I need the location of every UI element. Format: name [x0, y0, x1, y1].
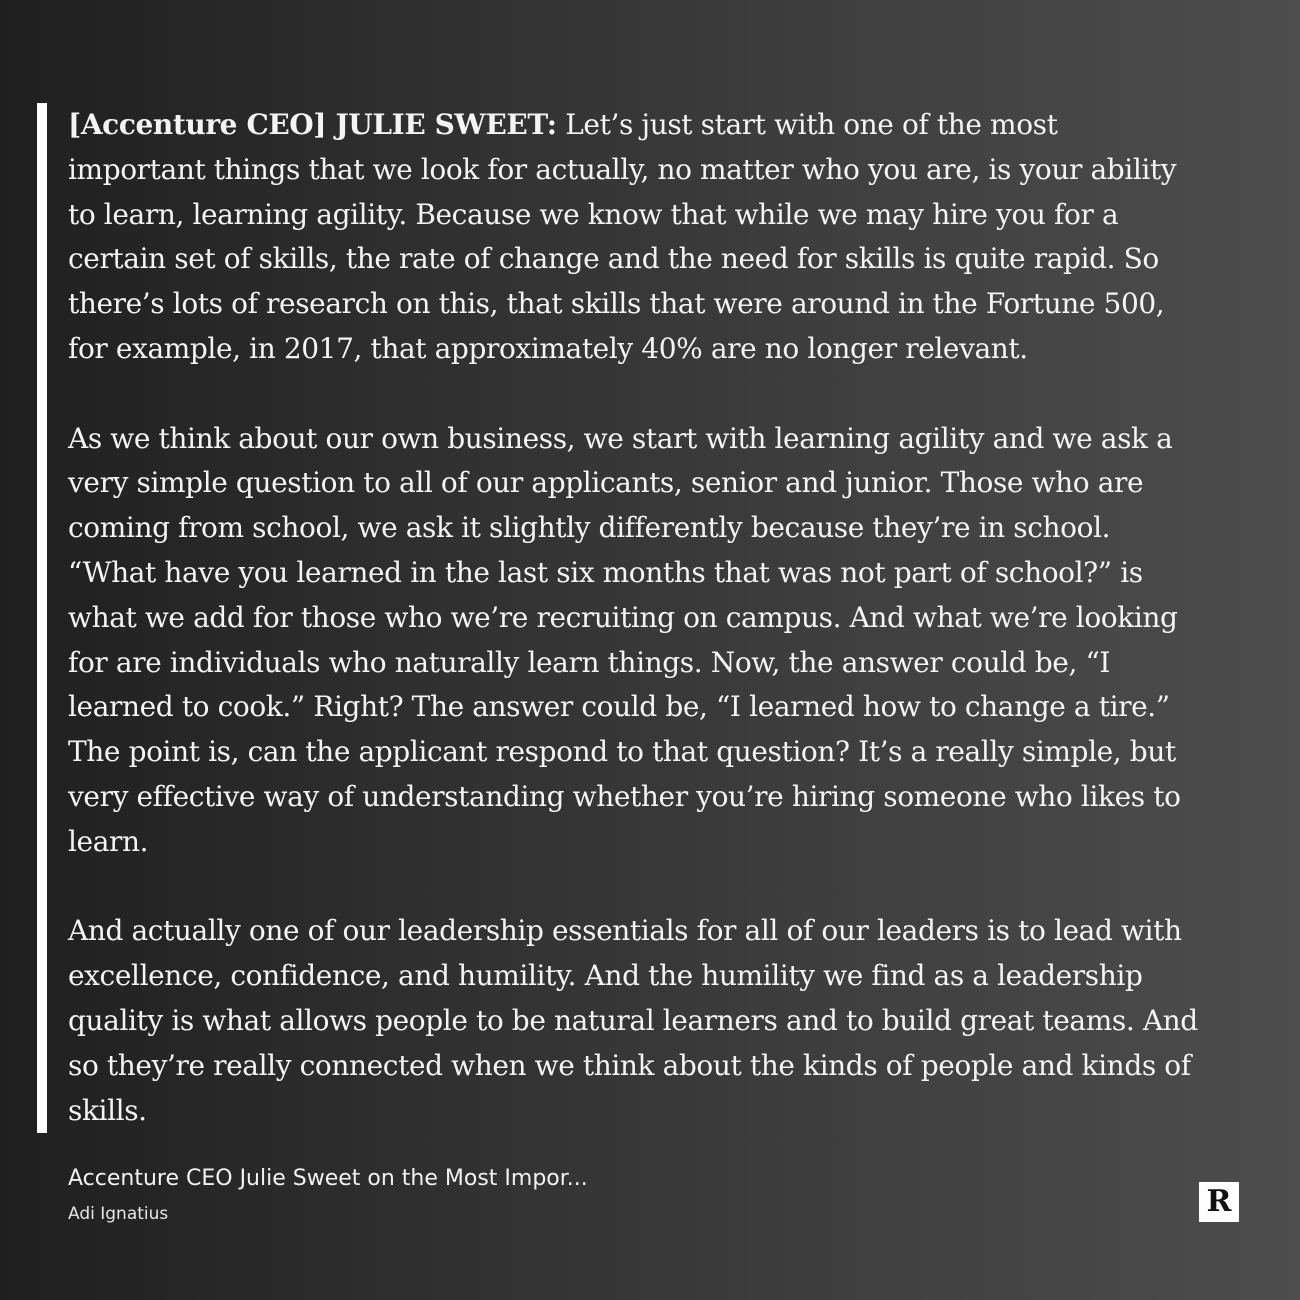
- speaker-label: [Accenture CEO] JULIE SWEET:: [68, 108, 557, 141]
- quote-block: [68, 103, 1198, 1133]
- quote-paragraph-1-text: Let’s just start with one of the most important things that we look for actually, no matter who you are, is your ability to learn, learning agility. Because we know that while we may hire you for a certain set of skills, the rate of change and the need for skills is quite rapid. So there’s lots of research on this, that skills that were around in the Fortune 500, for example, in 2017, that approximately 40% are no longer relevant.: [68, 108, 1177, 365]
- quote-paragraph-1: [68, 103, 1198, 372]
- source-author: Adi Ignatius: [68, 1204, 169, 1224]
- quote-accent-bar: [37, 103, 47, 1133]
- readwise-logo-icon: R: [1199, 1182, 1239, 1222]
- quote-paragraph-3: And actually one of our leadership essentials for all of our leaders is to lead with excellence, confidence, and humility. And the humility we find as a leadership quality is what allows people to be natural learners and to build great teams. And so they’re really connected when we think about the kinds of people and kinds of skills.: [68, 914, 1198, 1127]
- source-title[interactable]: Accenture CEO Julie Sweet on the Most Impor...: [68, 1166, 588, 1191]
- quote-paragraph-2: As we think about our own business, we start with learning agility and we ask a very simple question to all of our applicants, senior and junior. Those who are coming from school, we ask it slightly differently because they’re in school. “What have you learned in the last six months that was not part of school?” is what we add for those who we’re recruiting on campus. And what we’re looking for are individuals who naturally learn things. Now, the answer could be, “I learned to cook.” Right? The answer could be, “I learned how to change a tire.” The point is, can the applicant respond to that question? It’s a really simple, but very effective way of understanding whether you’re hiring someone who likes to learn.: [68, 421, 1181, 858]
